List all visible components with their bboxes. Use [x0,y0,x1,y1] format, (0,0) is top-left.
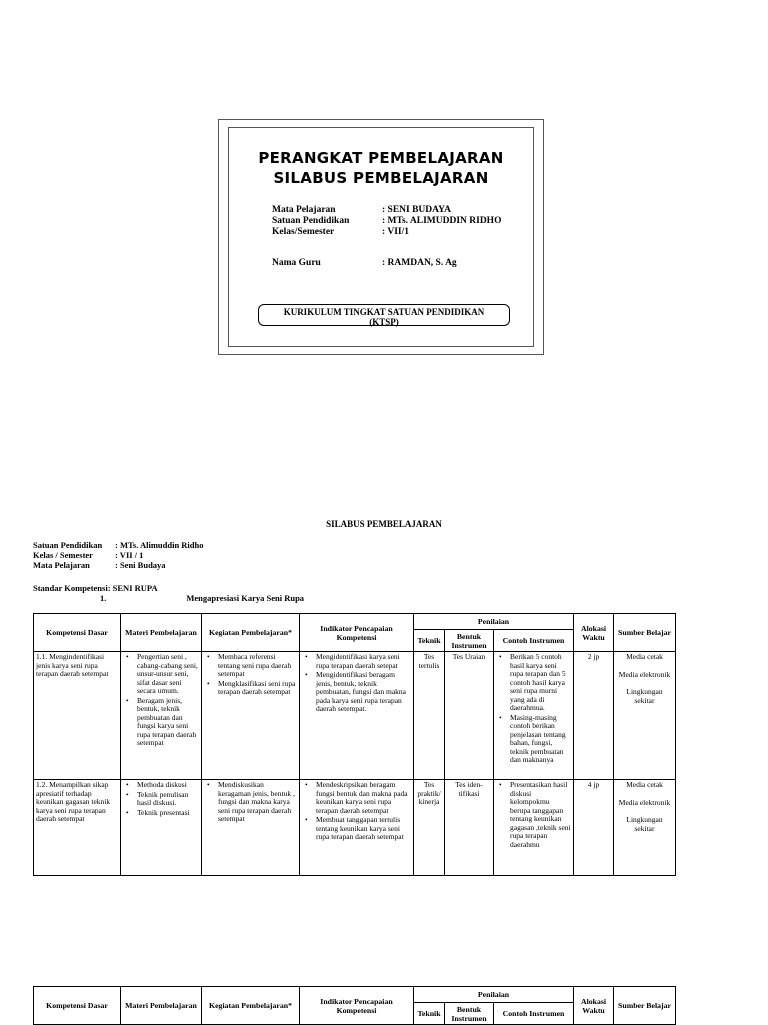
cell-teknik: Tes tertulis [414,652,445,780]
ktsp-line-2: (KTSP) [369,317,399,327]
th-kd: Kompetensi Dasar [34,614,121,652]
table-row [34,780,676,876]
meta-row: Kelas / Semester : VII / 1 [33,550,144,560]
meta-row: Satuan Pendidikan : MTs. Alimuddin Ridho [33,540,204,550]
cell-bentuk: Tes Uraian [445,652,494,780]
standar-kompetensi: Standar Kompetensi: SENI RUPA [33,583,158,593]
cover-info-row: Satuan Pendidikan : MTs. ALIMUDDIN RIDHO [272,216,502,226]
silabus-meta [33,540,204,570]
cell-materi: • Pengertian seni , cabang-cabang seni, unsur-unsur seni, sifat dasar seni secara umum. • Beragam jenis, bentuk, teknik pembuatan dan fungsi karya seni rupa terapan daerah setempat [121,652,202,780]
silabus-heading: SILABUS PEMBELAJARAN [326,519,442,529]
meta-row: Mata Pelajaran : Seni Budaya [33,560,166,570]
ktsp-box [258,304,510,326]
silabus-table-2 [33,986,676,1025]
th-kegiatan: Kegiatan Pembelajaran* [202,614,300,652]
th-alokasi: Alokasi Waktu [574,987,614,1025]
cover-info-row: Kelas/Semester : VII/1 [272,227,410,237]
cover-title-1: PERANGKAT PEMBELAJARAN [258,149,504,167]
th-bentuk: Bentuk Instrumen [445,1003,494,1025]
cell-kegiatan: • Mendiskusikan keragaman jenis, bentuk , fungsi dan makna karya seni rupa terapan daerah setempat [202,780,300,876]
ktsp-line-1: KURIKULUM TINGKAT SATUAN PENDIDIKAN [283,307,485,317]
cell-contoh: • Presentasikan hasil diskusi kelompokmu berupa tanggapan tentang keunikan gagasan ,teknik seni rupa terapan daerahmu [494,780,574,876]
th-sumber: Sumber Belajar [614,987,676,1025]
cell-kd: 1.2. Menampilkan sikap apresiatif terhadap keunikan gagasan teknik karya seni rupa terapan daerah setempat [34,780,121,876]
th-indikator: Indikator Pencapaian Kompetensi [300,987,414,1025]
cover-title-2: SILABUS PEMBELAJARAN [273,169,489,187]
th-penilaian: Penilaian [414,987,574,1003]
sk-item [100,593,304,603]
cell-indikator: • Mengidentifikasi karya seni rupa terapan daerah setepat • Mengidentifikasi beragam jenis, bentuk, teknik pembuatan, fungsi dan makna pada karya seni rupa terapan daerah setempat. [300,652,414,780]
cell-alokasi: 4 jp [574,780,614,876]
cell-teknik: Tes praktik/ kinerja [414,780,445,876]
cell-materi: • Methoda diskusi • Teknik penulisan hasil diskusi. • Teknik presentasi [121,780,202,876]
th-teknik: Teknik [414,630,445,652]
th-indikator: Indikator Pencapaian Kompetensi [300,614,414,652]
cell-kd: 1.1. Mengindentifikasi jenis karya seni rupa terapan daerah setempat [34,652,121,780]
table-row [34,652,676,780]
silabus-table [33,613,676,876]
guru-value: : RAMDAN, S. Ag [382,258,457,268]
th-kegiatan: Kegiatan Pembelajaran* [202,987,300,1025]
th-teknik: Teknik [414,1003,445,1025]
th-alokasi: Alokasi Waktu [574,614,614,652]
cell-sumber: Media cetak Media elektronik Lingkungan sekitar [614,652,676,780]
cell-kegiatan: • Membaca referensi tentang seni rupa daerah setempat • Mengklasifikasi seni rupa terapan daerah setempat [202,652,300,780]
th-bentuk: Bentuk Instrumen [445,630,494,652]
th-penilaian: Penilaian [414,614,574,630]
cell-contoh: • Berikan 5 contoh hasil karya seni rupa terapan dan 5 contoh hasil karya seni rupa murni yang ada di daerahmua. • Masing-masing contoh berikan penjelasan tentang bahan, fungsi, teknik pembuatan dan maknanya [494,652,574,780]
cell-indikator: • Mendeskripsikan beragam fungsi bentuk dan makna pada keunikan karya seni rupa terapan daerah setempat • Membuat tanggapan tertulis tentang keunikan karya seni rupa terapan daerah setempat [300,780,414,876]
cover-info-row: Mata Pelajaran : SENI BUDAYA [272,205,451,215]
sk-title: Mengapresiasi Karya Seni Rupa [186,593,305,603]
th-materi: Materi Pembelajaran [121,987,202,1025]
guru-label: Nama Guru [272,258,321,268]
sk-num: 1. [100,593,107,603]
cover-info [272,205,501,238]
th-sumber: Sumber Belajar [614,614,676,652]
th-kd: Kompetensi Dasar [34,987,121,1025]
cell-sumber: Media cetak Media elektronik Lingkungan sekitar [614,780,676,876]
th-contoh: Contoh Instrumen [494,630,574,652]
cover-guru [272,258,457,269]
th-materi: Materi Pembelajaran [121,614,202,652]
th-contoh: Contoh Instrumen [494,1003,574,1025]
cell-bentuk: Tes iden-tifikasi [445,780,494,876]
cell-alokasi: 2 jp [574,652,614,780]
